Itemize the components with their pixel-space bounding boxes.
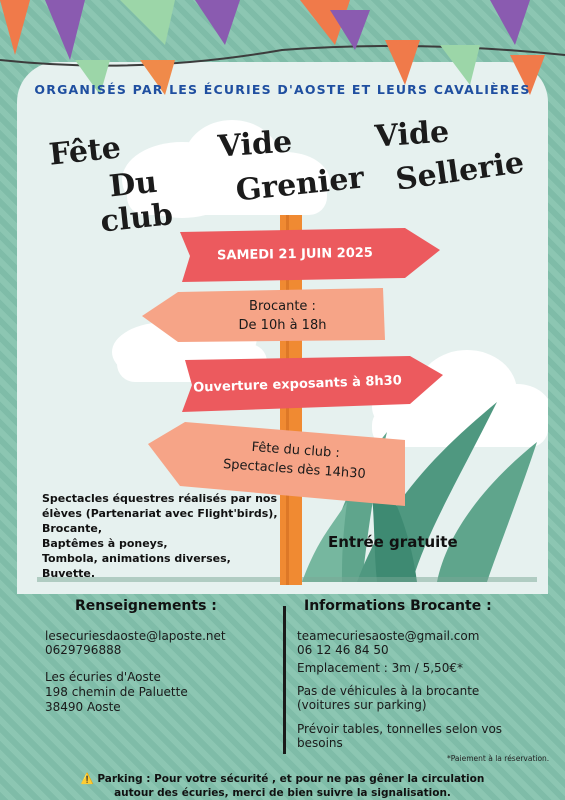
activity-item: Spectacles équestres réalisés par nos xyxy=(42,492,278,505)
sign-opening-text: Ouverture exposants à 8h30 xyxy=(192,372,402,396)
title-vide-grenier-line2: Grenier xyxy=(234,160,366,209)
activity-item: élèves (Partenariat avec Flight'birds), xyxy=(42,507,278,520)
title-vide-sellerie-line2: Sellerie xyxy=(393,145,527,198)
renseignements-phone[interactable]: 0629796888 xyxy=(45,643,122,657)
address-line1: Les écuries d'Aoste xyxy=(45,670,161,684)
renseignements-title: Renseignements : xyxy=(75,598,217,614)
activity-item: Baptêmes à poneys, xyxy=(42,537,168,550)
title-fete-line1: Fête xyxy=(47,130,123,173)
brocante-info-title: Informations Brocante : xyxy=(304,598,492,614)
brocante-emplacement: Emplacement : 3m / 5,50€* xyxy=(297,661,463,675)
sign-date-text: SAMEDI 21 JUIN 2025 xyxy=(216,245,374,263)
organizers-line: ORGANISÉS PAR LES ÉCURIES D'AOSTE ET LEURS CAVALIÈRES xyxy=(34,82,531,97)
vehicles-line2: (voitures sur parking) xyxy=(297,698,427,712)
title-fete-line2: Du club xyxy=(98,164,175,240)
vehicles-line1: Pas de véhicules à la brocante xyxy=(297,684,480,698)
title-vide-grenier-line1: Vide xyxy=(216,124,294,165)
tables-line2: besoins xyxy=(297,736,343,750)
brocante-email[interactable]: teamecuriesaoste@gmail.com xyxy=(297,629,480,643)
address-line2: 198 chemin de Paluette xyxy=(45,685,188,699)
title-vide-sellerie-line1: Vide xyxy=(373,114,451,155)
sign-date xyxy=(185,238,405,270)
parking-line1: ⚠️ Parking : Pour votre sécurité , et pour ne pas gêner la circulation xyxy=(80,773,485,785)
sign-brocante-line1: Brocante : xyxy=(249,299,316,314)
free-entry: Entrée gratuite xyxy=(328,533,458,551)
sign-opening xyxy=(184,360,410,408)
parking-line2: autour des écuries, merci de bien suivre la signalisation. xyxy=(114,787,451,799)
sign-brocante-line2: De 10h à 18h xyxy=(238,318,327,333)
activity-item: Brocante, xyxy=(42,522,103,535)
activity-item: Buvette. xyxy=(42,567,96,580)
address-line3: 38490 Aoste xyxy=(45,700,121,714)
info-divider xyxy=(283,606,286,754)
activity-item: Tombola, animations diverses, xyxy=(42,552,231,565)
sign-fete-line1: Fête du club : xyxy=(251,439,341,462)
brocante-phone[interactable]: 06 12 46 84 50 xyxy=(297,643,389,657)
renseignements-email[interactable]: lesecuriesdaoste@laposte.net xyxy=(45,629,226,643)
sign-fete-line2: Spectacles dès 14h30 xyxy=(222,457,367,482)
payment-note: *Paiement à la réservation. xyxy=(447,754,550,763)
sign-brocante xyxy=(185,294,380,338)
activities-list xyxy=(42,491,282,581)
tables-line1: Prévoir tables, tonnelles selon vos xyxy=(297,722,503,736)
